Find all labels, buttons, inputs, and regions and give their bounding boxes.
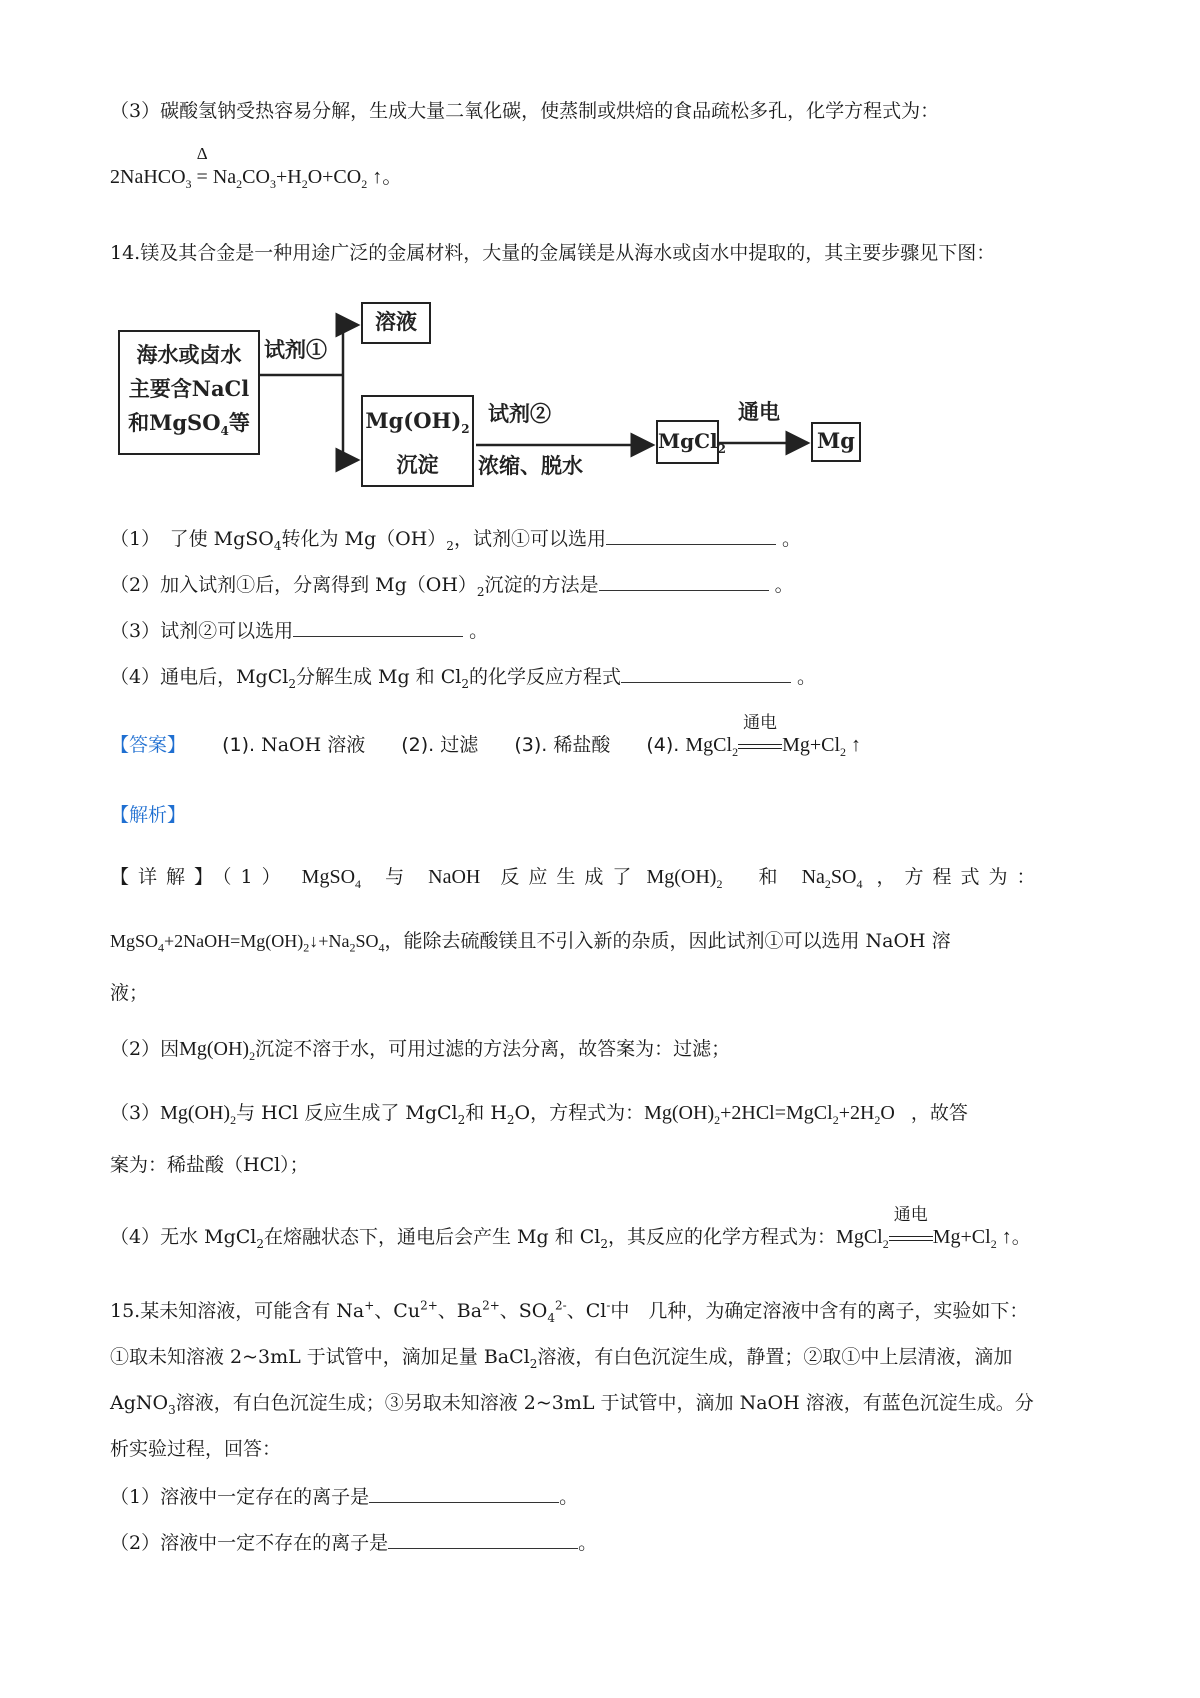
mgcl2-box: MgCl$_2$ xyxy=(656,420,719,464)
precipitate-box: $Mg(OH)_2$ 沉淀 xyxy=(361,395,474,487)
answer-line: 【答案】 (1). NaOH 溶液 (2). 过滤 (3). 稀盐酸 (4). MgCl$_2$ 通电 $Mg+Cl_2$ ↑ xyxy=(110,713,862,759)
analysis-tag: 【解析】 xyxy=(110,804,187,826)
q14-intro: 14.镁及其合金是一种用途广泛的金属材料，大量的金属镁是从海水或卤水中提取的，其主要步骤见下图： xyxy=(110,242,996,264)
electrolysis-label: 通电 xyxy=(738,399,780,424)
answer-blank[interactable] xyxy=(388,1530,578,1549)
detail-part3-end: 案为：稀盐酸（HCl）； xyxy=(110,1154,309,1176)
q15-line4: 析实验过程，回答： xyxy=(110,1438,282,1460)
solution-box: 溶液 xyxy=(361,302,431,344)
answer-blank[interactable] xyxy=(606,526,776,545)
detail-part2: （2）因$Mg(OH)_2$沉淀不溶于水，可用过滤的方法分离，故答案为：过滤； xyxy=(110,1038,731,1063)
q15-part2: （2）溶液中一定不存在的离子是 。 xyxy=(110,1532,598,1554)
q15-part1: （1）溶液中一定存在的离子是 。 xyxy=(110,1486,579,1508)
detail-part1-equation: $MgSO_4+2NaOH=Mg(OH)_2↓+Na_2SO_4$，能除去硫酸镁且不引入新的杂质，因此试剂①可以选用 NaOH 溶 xyxy=(110,930,951,955)
q14-part3: （3）试剂②可以选用 。 xyxy=(110,620,489,642)
q15-line3: AgNO$_3$溶液，有白色沉淀生成；③另取未知溶液 2~3mL 于试管中，滴加 NaOH 溶液，有蓝色沉淀生成。分 xyxy=(110,1392,1034,1417)
q15-line2: ①取未知溶液 2~3mL 于试管中，滴加足量 BaCl$_2$溶液，有白色沉淀生成，静置；②取①中上层清液，滴加 xyxy=(110,1346,1013,1371)
detail-part1-end: 液； xyxy=(110,982,149,1004)
answer-blank[interactable] xyxy=(599,572,769,591)
detail-part3: $(3)Mg(OH)_2$与 HCl 反应生成了 MgCl$_2$和 $H_2O$，方程式为：$Mg(OH)_2+2HCl=MgCl_2+2H_2O$ ，故答 xyxy=(110,1102,968,1127)
p3-intro: （3）碳酸氢钠受热容易分解，生成大量二氧化碳，使蒸制或烘焙的食品疏松多孔，化学方程式为： xyxy=(110,100,940,122)
detail-part4: （4）无水 MgCl$_2$在熔融状态下，通电后会产生 Mg 和 $Cl_2$，其反应的化学方程式为：MgCl$_2$ 通电 $Mg+Cl_2$ ↑。 xyxy=(110,1205,1031,1251)
q14-part1: （1） 了使 MgSO$_4$转化为 $Mg(OH)_2$，试剂①可以选用 。 xyxy=(110,528,802,553)
source-box: 海水或卤水 主要含NaCl 和MgSO$_4$等 xyxy=(118,330,260,455)
q14-part2: （2）加入试剂①后，分离得到 $Mg(OH)_2$沉淀的方法是 。 xyxy=(110,574,794,599)
answer-blank[interactable] xyxy=(293,618,463,637)
reagent1-label: 试剂① xyxy=(264,337,327,362)
magnesium-flow-diagram xyxy=(118,300,898,505)
q14-part4: （4）通电后，MgCl$_2$分解生成 Mg 和 $Cl_2$的化学反应方程式 。 xyxy=(110,666,817,691)
detail-part1: 【详解】（1） MgSO$_4$ 与 NaOH 反应生成了 $Mg(OH)_2$ 和 $Na_2SO_4$ ，方程式为： xyxy=(110,866,1045,891)
concentrate-dehydrate-label: 浓缩、脱水 xyxy=(478,453,583,478)
mg-box: Mg xyxy=(811,422,861,462)
p3-equation: 2NaHCO$_3$ Δ = $Na_2CO_3+H_2O+CO_2$ ↑。 xyxy=(110,144,403,191)
answer-blank[interactable] xyxy=(369,1484,559,1503)
answer-blank[interactable] xyxy=(621,664,791,683)
q15-intro: 15.某未知溶液，可能含有 Na+、$Cu^{2+}$、$Ba^{2+}$、$SO_4^{2-}$、Cl-中 几种，为确定溶液中含有的离子，实验如下： xyxy=(110,1298,1029,1325)
reagent2-label: 试剂② xyxy=(488,401,551,426)
answer-tag: 【答案】 xyxy=(110,734,187,756)
